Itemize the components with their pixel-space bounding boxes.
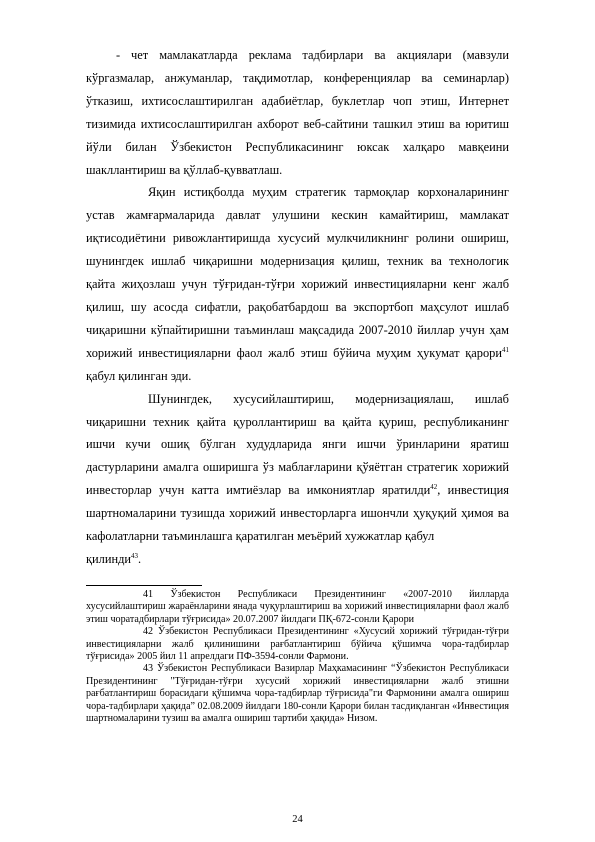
footnote-ref-43[interactable]: 43 (131, 551, 139, 560)
footnote-41: 41 Ўзбекистон Республикаси Президентининг «2007-2010 йилларда хусусийлаштириш жараёнларини янада чуқурлаштириш ва хорижий инвестицияларни фаол жалб этиш чоратадбирлари тўғрисида» 20.07.2007 йилдаги ПҚ-672-сонли Қарори (86, 589, 509, 625)
footnotes (86, 589, 509, 725)
paragraph-1 (86, 44, 509, 181)
main-text (86, 44, 509, 571)
paragraph-3 (86, 388, 509, 548)
paragraph-3-text: Шунингдек, хусусийлаштириш, модернизациялаш, ишлаб чиқаришни техник қайта қуроллантириш ва қайта қуриш, республиканинг ишчи кучи ошиқ бўлган худудларида янги ишчи ўринларини яратиш дастурларини амалга оширишга ўз маблағларини қўяётган стратегик хорижий инвесторлар учун катта имтиёзлар ва имкониятлар яратилди (86, 391, 509, 498)
paragraph-3-period: . (138, 551, 142, 566)
page-number: 24 (292, 814, 303, 825)
footnote-43: 43 Ўзбекистон Республикаси Вазирлар Маҳкамасининг “Ўзбекистон Республикаси Президентининг "Тўғридан-тўғри хусусий хорижий инвестицияларни жалб этишни рағбатлантириш борасидаги қўшимча чора-тадбирлар тўғрисида"ги Фармонини амалга ошириш чора-тадбирлари ҳақида” 02.08.2009 йилдаги 180-сонли Қарори билан тасдиқланган «Инвестиция шартномаларини тузиш ва амалга ошириш тартиби ҳақида» Низом. (86, 663, 509, 725)
paragraph-3-continuation: , инвестиция шартномаларини тузишда хорижий инвесторларга ишончли ҳуқуқий ҳимоя ва кафолатларни таъминлашга қаратилган меъёрий хужжатлар қабул (86, 483, 509, 544)
footnote-42: 42 Ўзбекистон Республикаси Президентининг «Хусусий хорижий тўғридан-тўғри инвестицияларни жалб қилинишини рағбатлантириш бўйича қўшимча чора-тадбирлар тўғрисида» 2005 йил 11 апрелдаги ПФ-3594-сонли Фармони. (86, 626, 509, 663)
list-dash-marker: - (116, 48, 121, 62)
footnote-divider (86, 585, 202, 586)
paragraph-2-end: қабул қилинган эди. (86, 368, 192, 383)
paragraph-3-end: қилинди (86, 551, 132, 566)
paragraph-2 (86, 181, 509, 387)
paragraph-1-text: чет мамлакатларда реклама тадбирлари ва акциялари (мавзули кўргазмалар, анжуманлар, тақдимотлар, конференциялар ва семинарлар) ўтказиш, ихтисослаштирилган адабиётлар, буклетлар чоп этиш, Интернет тизимида ихтисослаштирилган ахборот веб-сайтини ташкил этиш ва юритиш йўли билан Ўзбекистон Республикасининг юксак халқаро мавқеини шакллантириш ва қўллаб-қувватлаш. (86, 48, 509, 177)
footnote-ref-42[interactable]: 42 (430, 483, 438, 492)
paragraph-2-text: Яқин истиқболда муҳим стратегик тармоқлар корхоналарининг устав жамғармаларида давлат улушини кескин камайтириш, мамлакат иқтисодиётини ривожлантиришда хусусий мулкчиликнинг ролини ошириш, шунингдек ишлаб чиқаришни модернизация қилиш, техник ва технологик қайта жиҳозлаш учун тўғридан-тўғри хорижий инвестицияларни кенг жалб қилиш, шу асосда сифатли, рақобатбардош ва экспортбоп маҳсулот ишлаб чиқаришни кўпайтиришни таъминлаш мақсадида 2007-2010 йиллар учун ҳам хорижий инвестицияларни фаол жалб этиш бўйича муҳим ҳукумат қарори (86, 185, 509, 360)
paragraph-3-last-line (86, 548, 509, 571)
footnote-ref-41[interactable]: 41 (502, 345, 509, 354)
